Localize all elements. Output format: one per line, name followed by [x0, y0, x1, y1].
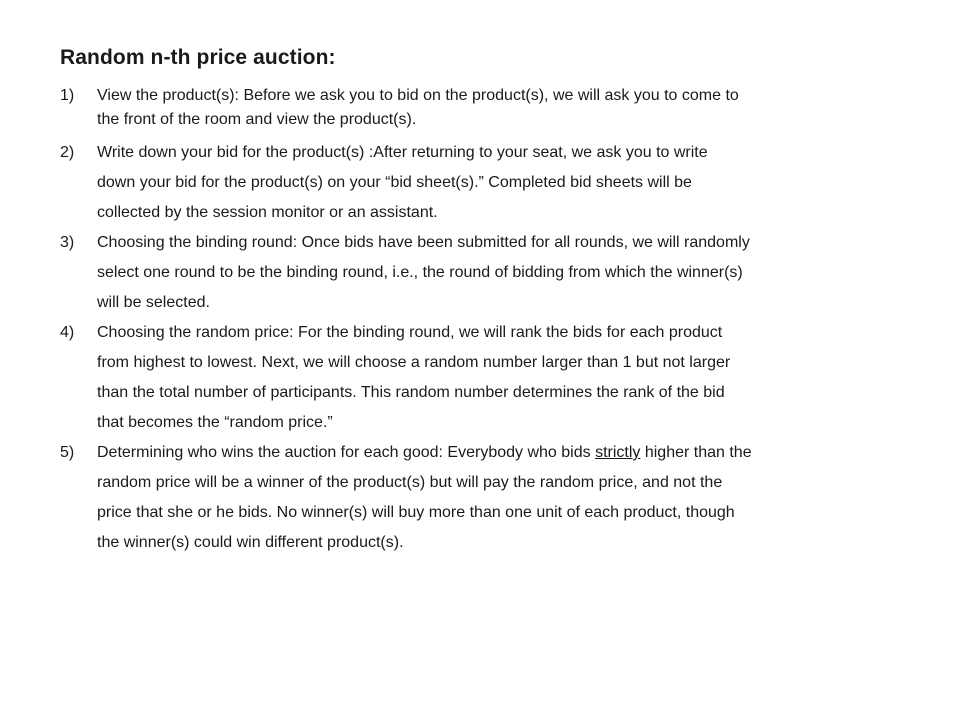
- slide-title: Random n-th price auction:: [60, 46, 336, 69]
- step-line: collected by the session monitor or an assistant.: [97, 204, 438, 221]
- step-line: the winner(s) could win different product(s).: [97, 534, 404, 551]
- step-4: [60, 318, 940, 438]
- emphasized-word: strictly: [595, 444, 641, 461]
- step-number: 2): [60, 144, 75, 161]
- step-text: Determining who wins the auction for each good: Everybody who bids: [97, 444, 596, 461]
- step-line: Choosing the binding round: Once bids have been submitted for all rounds, we will randomly: [97, 234, 750, 251]
- step-line: will be selected.: [97, 294, 210, 311]
- step-3: [60, 228, 940, 318]
- step-line: the front of the room and view the product(s).: [97, 111, 417, 128]
- step-line: select one round to be the binding round, i.e., the round of bidding from which the winner(s): [97, 264, 743, 281]
- step-number: 4): [60, 324, 75, 341]
- step-line: Choosing the random price: For the binding round, we will rank the bids for each product: [97, 324, 723, 341]
- step-1: [60, 84, 940, 132]
- step-line: price that she or he bids. No winner(s) will buy more than one unit of each product, though: [97, 504, 735, 521]
- step-number: 1): [60, 87, 75, 104]
- step-line: [60, 438, 940, 468]
- step-text: higher than the: [640, 444, 752, 461]
- step-5: [60, 438, 940, 558]
- step-line: down your bid for the product(s) on your “bid sheet(s).” Completed bid sheets will be: [97, 174, 692, 191]
- step-line: Write down your bid for the product(s) :After returning to your seat, we ask you to write: [97, 144, 708, 161]
- step-line: random price will be a winner of the product(s) but will pay the random price, and not the: [97, 474, 723, 491]
- step-line: that becomes the “random price.”: [97, 414, 333, 431]
- step-number: 5): [60, 444, 75, 461]
- step-line: than the total number of participants. This random number determines the rank of the bid: [97, 384, 725, 401]
- steps-list: [60, 84, 940, 558]
- step-number: 3): [60, 234, 75, 251]
- step-line: View the product(s): Before we ask you to bid on the product(s), we will ask you to come to: [97, 87, 739, 104]
- step-2: [60, 138, 940, 228]
- step-line: from highest to lowest. Next, we will choose a random number larger than 1 but not larger: [97, 354, 731, 371]
